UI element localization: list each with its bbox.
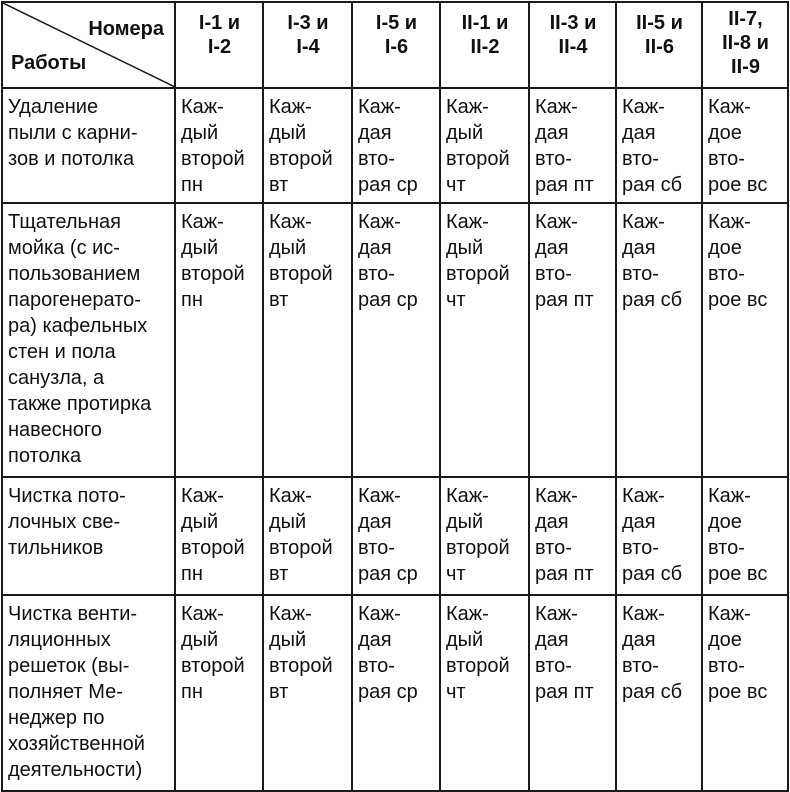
schedule-cell-line: второй: [446, 263, 510, 285]
work-description-line: неджер по: [8, 707, 105, 729]
schedule-cell-line: дый: [181, 237, 219, 259]
work-description-line: навесного: [8, 419, 102, 441]
schedule-cell: [440, 595, 529, 791]
schedule-cell: [440, 88, 529, 203]
work-description-line: зов и потолка: [8, 148, 135, 170]
schedule-cell-line: вт: [269, 681, 289, 703]
schedule-cell: [529, 477, 616, 595]
schedule-cell-line: дая: [535, 122, 569, 144]
schedule-cell-line: дая: [622, 629, 656, 651]
schedule-cell-line: второй: [446, 537, 510, 559]
work-description-line: Тщательная: [8, 211, 121, 233]
schedule-cell-line: рая пт: [535, 681, 594, 703]
schedule-cell-line: второй: [269, 655, 333, 677]
schedule-cell-line: рая ср: [358, 174, 418, 196]
schedule-cell: [175, 595, 263, 791]
schedule-cell-line: дая: [358, 237, 392, 259]
work-description-line: тильников: [8, 537, 104, 559]
schedule-cell-line: дое: [708, 629, 742, 651]
schedule-cell-line: рая сб: [622, 681, 683, 703]
schedule-cell-line: Каж-: [708, 211, 751, 233]
schedule-cell-line: рая пт: [535, 174, 594, 196]
schedule-cell-line: чт: [446, 289, 466, 311]
column-header: [529, 2, 616, 88]
table-row: [2, 477, 788, 595]
schedule-cell-line: дое: [708, 237, 742, 259]
schedule-cell-line: дая: [358, 629, 392, 651]
schedule-cell: [529, 203, 616, 477]
column-header: [263, 2, 352, 88]
schedule-cell-line: Каж-: [181, 485, 224, 507]
schedule-cell-line: второй: [446, 655, 510, 677]
schedule-cell-line: дая: [535, 237, 569, 259]
schedule-cell-line: дая: [622, 237, 656, 259]
schedule-cell: [440, 477, 529, 595]
schedule-cell: [616, 88, 702, 203]
schedule-cell-line: второй: [269, 148, 333, 170]
schedule-cell: [352, 477, 440, 595]
schedule-cell-line: Каж-: [708, 485, 751, 507]
schedule-cell-line: Каж-: [269, 211, 312, 233]
header-row: [2, 2, 788, 88]
schedule-cell-line: вто-: [622, 263, 659, 285]
schedule-cell-line: вто-: [622, 148, 659, 170]
schedule-cell-line: вто-: [535, 655, 572, 677]
schedule-cell-line: вт: [269, 563, 289, 585]
schedule-cell-line: вто-: [708, 148, 745, 170]
schedule-cell-line: Каж-: [358, 485, 401, 507]
schedule-cell-line: Каж-: [622, 96, 665, 118]
schedule-cell: [702, 595, 788, 791]
schedule-cell-line: дый: [269, 629, 307, 651]
column-header-line: II-8 и: [722, 32, 769, 54]
work-description-line: ляционных: [8, 629, 111, 651]
schedule-cell-line: Каж-: [446, 485, 489, 507]
schedule-cell: [616, 477, 702, 595]
schedule-cell-line: пн: [181, 681, 203, 703]
schedule-cell-line: Каж-: [708, 96, 751, 118]
column-header-line: I-5 и: [375, 12, 418, 34]
schedule-cell-line: дая: [622, 511, 656, 533]
column-header-line: II-9: [731, 56, 760, 78]
schedule-cell-line: дое: [708, 122, 742, 144]
column-header: [352, 2, 440, 88]
schedule-cell-line: Каж-: [181, 603, 224, 625]
work-description-line: решеток (вы-: [8, 655, 130, 677]
column-header: [616, 2, 702, 88]
schedule-cell-line: пн: [181, 174, 203, 196]
schedule-cell: [616, 203, 702, 477]
schedule-cell: [263, 203, 352, 477]
schedule-cell: [263, 595, 352, 791]
schedule-cell-line: дое: [708, 511, 742, 533]
corner-rooms-label: Номера: [88, 18, 164, 40]
column-header-line: II-2: [470, 36, 500, 58]
schedule-cell: [616, 595, 702, 791]
schedule-cell-line: Каж-: [535, 603, 578, 625]
column-header-line: I-3 и: [287, 12, 329, 34]
schedule-cell-line: дый: [446, 237, 484, 259]
schedule-cell-line: вто-: [535, 537, 572, 559]
schedule-cell-line: Каж-: [446, 603, 489, 625]
schedule-cell-line: дая: [358, 122, 392, 144]
work-description-line: Чистка венти-: [8, 603, 138, 625]
schedule-cell-line: рая ср: [358, 289, 418, 311]
schedule-cell-line: дый: [446, 511, 484, 533]
schedule-cell-line: второй: [181, 655, 245, 677]
schedule-cell-line: второй: [269, 537, 333, 559]
column-header-line: I-2: [207, 36, 232, 58]
schedule-cell-line: вто-: [708, 263, 745, 285]
schedule-cell-line: рая пт: [535, 563, 594, 585]
schedule-cell-line: Каж-: [181, 211, 224, 233]
work-description-line: мойка (с ис-: [8, 237, 120, 259]
schedule-cell-line: Каж-: [535, 485, 578, 507]
schedule-cell-line: Каж-: [358, 211, 401, 233]
schedule-cell-line: дый: [181, 122, 219, 144]
work-description-line: также протирка: [8, 393, 152, 415]
schedule-cell: [175, 477, 263, 595]
schedule-cell-line: Каж-: [358, 96, 401, 118]
column-header: [702, 2, 788, 88]
work-description-line: полняет Ме-: [8, 681, 123, 703]
schedule-cell: [352, 595, 440, 791]
work-description-cell: [2, 88, 175, 203]
schedule-cell-line: чт: [446, 174, 466, 196]
schedule-cell-line: дый: [269, 511, 307, 533]
schedule-cell-line: вто-: [708, 655, 745, 677]
schedule-cell-line: второй: [269, 263, 333, 285]
schedule-cell-line: дый: [269, 237, 307, 259]
schedule-cell-line: второй: [446, 148, 510, 170]
schedule-cell-line: Каж-: [446, 211, 489, 233]
schedule-cell-line: рая сб: [622, 174, 683, 196]
column-header-line: II-5 и: [636, 12, 683, 34]
column-header-line: II-6: [645, 36, 674, 58]
schedule-cell-line: вто-: [708, 537, 745, 559]
schedule-cell: [352, 203, 440, 477]
schedule-cell: [529, 595, 616, 791]
column-header-line: II-1 и: [461, 12, 509, 34]
schedule-cell: [702, 88, 788, 203]
work-description-line: потолка: [8, 445, 82, 467]
schedule-cell-line: рое вс: [708, 681, 768, 703]
schedule-cell-line: Каж-: [358, 603, 401, 625]
schedule-cell-line: Каж-: [269, 603, 312, 625]
schedule-cell-line: Каж-: [269, 96, 312, 118]
schedule-cell-line: вто-: [358, 655, 395, 677]
schedule-cell-line: дый: [446, 629, 484, 651]
schedule-cell-line: вто-: [358, 263, 395, 285]
schedule-cell-line: пн: [181, 289, 203, 311]
work-description-line: хозяйственной: [8, 733, 145, 755]
work-description-cell: [2, 203, 175, 477]
column-header-line: II-7,: [728, 8, 763, 30]
schedule-cell-line: рая пт: [535, 289, 594, 311]
corner-works-label: Работы: [11, 52, 87, 74]
schedule-cell-line: дая: [535, 511, 569, 533]
schedule-cell-line: рое вс: [708, 174, 768, 196]
schedule-cell: [529, 88, 616, 203]
schedule-cell-line: второй: [181, 263, 245, 285]
schedule-cell: [175, 88, 263, 203]
schedule-cell-line: Каж-: [269, 485, 312, 507]
work-description-line: пользованием: [8, 263, 141, 285]
schedule-cell-line: рая сб: [622, 563, 683, 585]
work-description-line: пыли с карни-: [8, 122, 138, 144]
schedule-cell-line: Каж-: [535, 96, 578, 118]
schedule-cell-line: дая: [622, 122, 656, 144]
schedule-cell-line: вто-: [622, 537, 659, 559]
work-description-line: Чистка пото-: [8, 485, 126, 507]
schedule-cell-line: чт: [446, 563, 466, 585]
schedule-cell-line: пн: [181, 563, 203, 585]
schedule-cell: [352, 88, 440, 203]
work-description-line: парогенерато-: [8, 289, 141, 311]
schedule-cell-line: дый: [181, 629, 219, 651]
schedule-cell: [440, 203, 529, 477]
schedule-cell-line: второй: [181, 148, 245, 170]
work-description-line: санузла, а: [8, 367, 105, 389]
work-description-line: ра) кафельных: [8, 315, 148, 337]
schedule-cell-line: Каж-: [622, 603, 665, 625]
schedule-cell-line: вто-: [358, 148, 395, 170]
schedule-cell: [263, 88, 352, 203]
schedule-cell: [175, 203, 263, 477]
schedule-cell-line: рое вс: [708, 289, 768, 311]
work-description-cell: [2, 477, 175, 595]
schedule-cell: [263, 477, 352, 595]
column-header-line: I-6: [384, 36, 409, 58]
schedule-cell-line: рое вс: [708, 563, 768, 585]
table-row: [2, 595, 788, 791]
schedule-cell-line: Каж-: [622, 485, 665, 507]
column-header-line: II-4: [558, 36, 588, 58]
table-row: [2, 203, 788, 477]
schedule-cell-line: рая ср: [358, 563, 418, 585]
column-header-line: I-1 и: [198, 12, 241, 34]
schedule-cell-line: Каж-: [535, 211, 578, 233]
schedule-cell-line: вт: [269, 289, 289, 311]
work-description-line: деятельности): [8, 759, 143, 781]
schedule-cell-line: вт: [269, 174, 289, 196]
work-description-line: Удаление: [8, 96, 99, 118]
column-header: [440, 2, 529, 88]
schedule-cell: [702, 203, 788, 477]
schedule-cell-line: вто-: [535, 263, 572, 285]
schedule-cell-line: дый: [269, 122, 307, 144]
column-header-line: I-4: [296, 36, 320, 58]
schedule-cell-line: дый: [181, 511, 219, 533]
schedule-cell-line: рая ср: [358, 681, 418, 703]
table-row: [2, 88, 788, 203]
corner-cell: [2, 2, 175, 88]
schedule-cell-line: Каж-: [708, 603, 751, 625]
cleaning-schedule-table: [1, 1, 789, 792]
work-description-cell: [2, 595, 175, 791]
work-description-line: стен и пола: [8, 341, 116, 363]
schedule-cell-line: вто-: [622, 655, 659, 677]
column-header-line: II-3 и: [549, 12, 597, 34]
schedule-cell-line: вто-: [358, 537, 395, 559]
schedule-cell-line: дый: [446, 122, 484, 144]
schedule-cell-line: вто-: [535, 148, 572, 170]
schedule-cell-line: дая: [535, 629, 569, 651]
schedule-cell-line: Каж-: [181, 96, 224, 118]
schedule-cell-line: рая сб: [622, 289, 683, 311]
schedule-cell-line: Каж-: [622, 211, 665, 233]
table-body: [2, 88, 788, 791]
schedule-cell-line: дая: [358, 511, 392, 533]
schedule-cell-line: второй: [181, 537, 245, 559]
schedule-cell-line: Каж-: [446, 96, 489, 118]
schedule-cell: [702, 477, 788, 595]
schedule-cell-line: чт: [446, 681, 466, 703]
work-description-line: лочных све-: [8, 511, 121, 533]
column-header: [175, 2, 263, 88]
